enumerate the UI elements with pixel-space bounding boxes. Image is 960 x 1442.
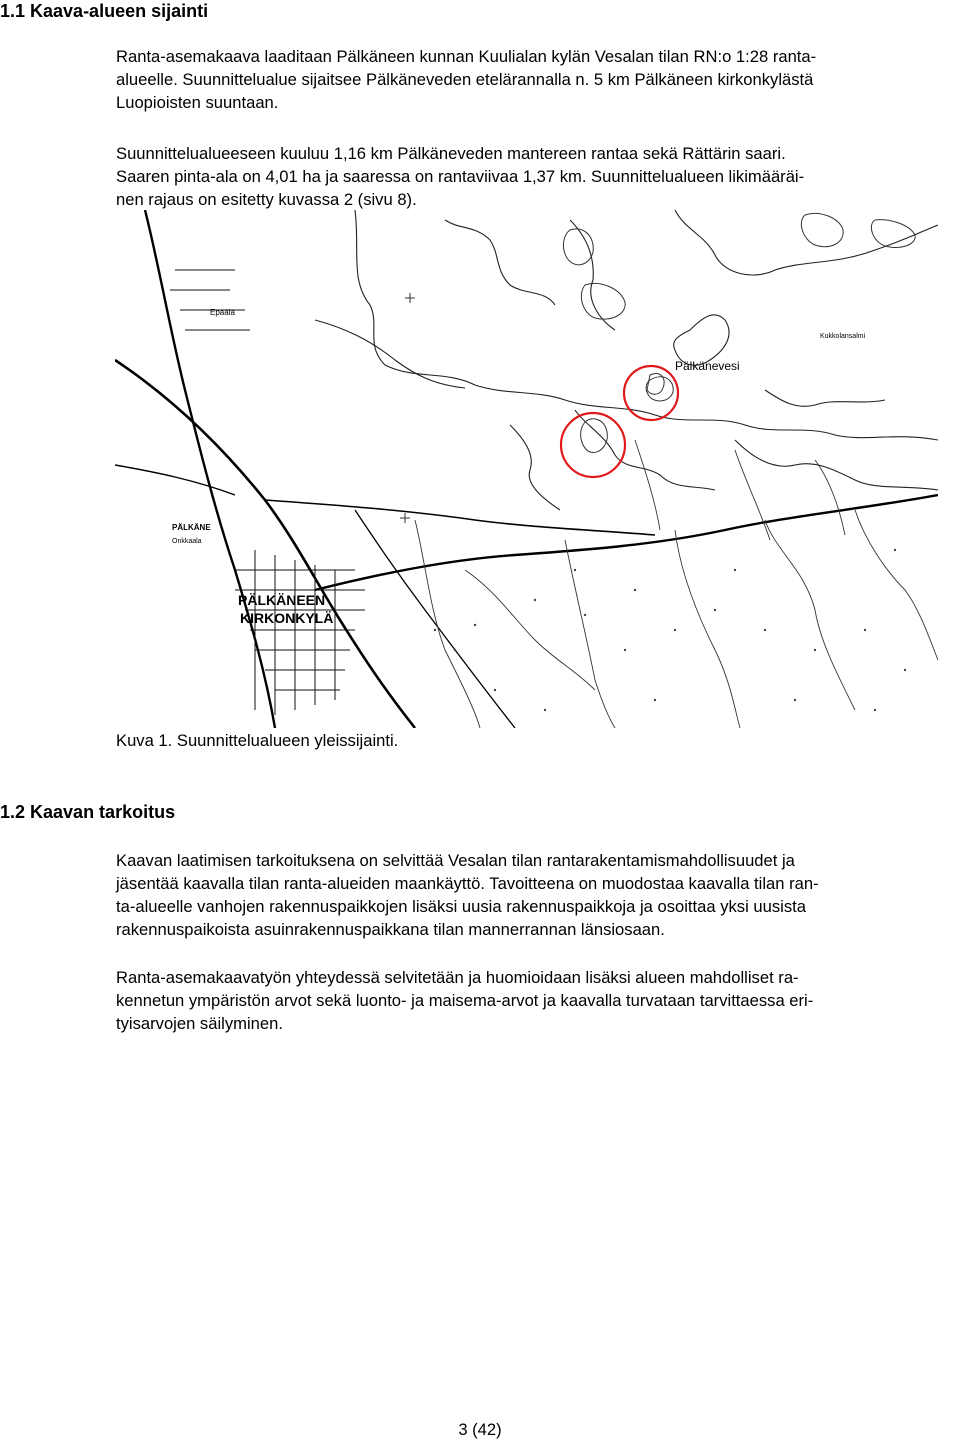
text-line: Luopioisten suuntaan. <box>116 93 279 112</box>
text-line: tyisarvojen säilyminen. <box>116 1014 283 1033</box>
section-heading-1-2: 1.2 Kaavan tarkoitus <box>0 802 176 822</box>
text-line: jäsentää kaavalla tilan ranta-alueiden maankäyttö. Tavoitteena on muodostaa kaavalla tilan ran- <box>116 874 819 893</box>
page-number: 3 (42) <box>458 1420 502 1439</box>
text-line: Ranta-asemakaavatyön yhteydessä selvitetään ja huomioidaan lisäksi alueen mahdolliset ra- <box>116 968 799 987</box>
text-line: rakennuspaikoista asuinrakennuspaikkana tilan mannerrannan länsiosaan. <box>116 920 665 939</box>
lake-label: Pälkänevesi <box>675 359 740 373</box>
text-line: Suunnittelualueeseen kuuluu 1,16 km Pälkäneveden mantereen rantaa sekä Rättärin saari. <box>116 144 786 163</box>
text-line: ta-alueelle vanhojen rakennuspaikkojen lisäksi uusia rakennuspaikkoja ja osoittaa yksi uusista <box>116 897 806 916</box>
location-map <box>115 210 938 728</box>
paragraph-location-1 <box>116 45 816 114</box>
text-line: Saaren pinta-ala on 4,01 ha ja saaressa on rantaviivaa 1,37 km. Suunnittelualueen likimääräi- <box>116 167 805 186</box>
text-line: nen rajaus on esitetty kuvassa 2 (sivu 8). <box>116 190 417 209</box>
kukkolansalmi-label: Kukkolansalmi <box>820 333 866 340</box>
section-heading-1-1: 1.1 Kaava-alueen sijainti <box>0 1 209 21</box>
figure-caption: Kuva 1. Suunnittelualueen yleissijainti. <box>116 731 399 750</box>
kirkonkyla-label-2: KIRKONKYLÄ <box>240 610 334 626</box>
palkane-label: PÄLKÄNE <box>172 523 211 532</box>
text-line: alueelle. Suunnittelualue sijaitsee Pälkäneveden etelärannalla n. 5 km Pälkäneen kirkonkylästä <box>116 70 814 89</box>
paragraph-location-2 <box>116 142 804 211</box>
paragraph-purpose-1 <box>116 849 819 941</box>
onkkaala-label: Onkkaala <box>172 538 202 545</box>
paragraph-purpose-2 <box>116 966 813 1035</box>
epaala-label: Epaala <box>210 308 235 317</box>
kirkonkyla-label-1: PÄLKÄNEEN <box>238 592 326 608</box>
text-line: Ranta-asemakaava laaditaan Pälkäneen kunnan Kuulialan kylän Vesalan tilan RN:o 1:28 ranta- <box>116 47 817 66</box>
text-line: Kaavan laatimisen tarkoituksena on selvittää Vesalan tilan rantarakentamismahdollisuudet ja <box>116 851 795 870</box>
text-line: kennetun ympäristön arvot sekä luonto- ja maisema-arvot ja kaavalla turvataan tarvittaessa eri- <box>116 991 814 1010</box>
